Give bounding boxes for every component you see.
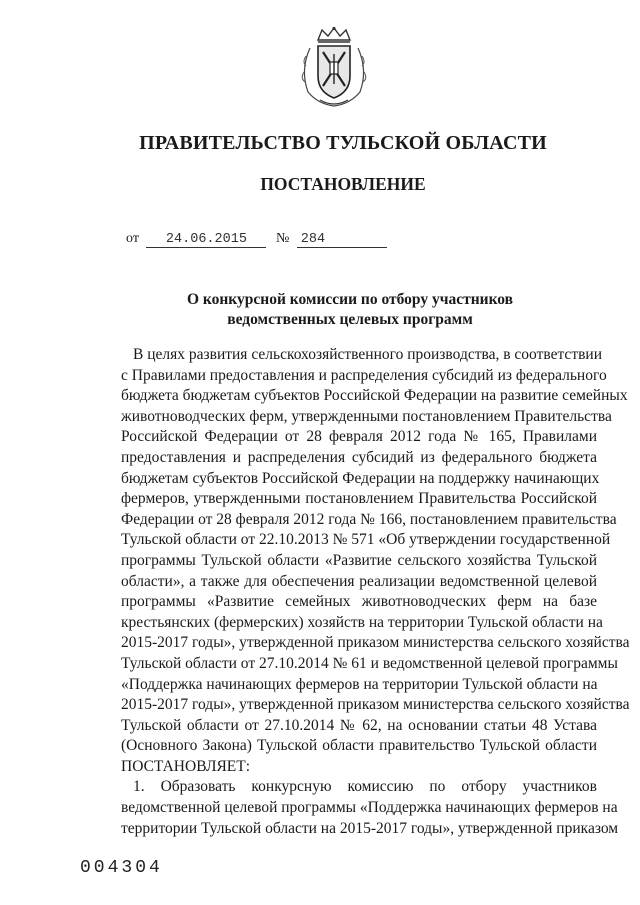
body-line: фермеров, утвержденными постановлением Правительства Российской	[121, 490, 597, 508]
body-line: программы Тульской области «Развитие сельского хозяйства Тульской	[121, 551, 597, 569]
document-body	[121, 345, 630, 839]
subject-line: ведомственных целевых программ	[227, 311, 473, 328]
document-serial-number: 004304	[80, 858, 163, 878]
body-line: с Правилами предоставления и распределения субсидий из федерального	[121, 366, 607, 384]
body-line: программы «Развитие семейных животноводческих ферм на базе	[121, 593, 597, 611]
body-line: предоставления и распределения субсидий из федерального бюджета	[121, 448, 597, 466]
body-line: территории Тульской области на 2015-2017 годы», утвержденной приказом	[121, 819, 619, 837]
number-label: №	[275, 231, 290, 246]
body-line: 2015-2017 годы», утвержденной приказом министерства сельского хозяйства	[121, 634, 630, 652]
body-line: области», а также для обеспечения реализации ведомственной целевой	[121, 572, 597, 590]
document-number: 284	[297, 232, 387, 248]
body-line: Тульской области от 27.10.2014 № 61 и ведомственной целевой программы	[121, 654, 618, 672]
body-line: крестьянских (фермерских) хозяйств на территории Тульской области на	[121, 613, 603, 631]
document-type: ПОСТАНОВЛЕНИЕ	[260, 174, 426, 194]
coat-of-arms-icon	[296, 26, 372, 108]
date-label: от	[126, 231, 139, 246]
body-line: бюджетам субъектов Российской Федерации на поддержку начинающих	[121, 469, 600, 487]
body-line: 2015-2017 годы», утвержденной приказом министерства сельского хозяйства	[121, 696, 630, 714]
body-line: бюджета бюджетам субъектов Российской Федерации на развитие семейных	[121, 387, 628, 405]
body-line: Федерации от 28 февраля 2012 года № 166, постановлением правительства	[121, 510, 617, 528]
body-line: В целях развития сельскохозяйственного производства, в соответствии	[133, 346, 602, 363]
document-meta	[126, 231, 387, 248]
body-line: ведомственной целевой программы «Поддержка начинающих фермеров на	[121, 799, 618, 817]
body-line: животноводческих ферм, утвержденными постановлением Правительства	[121, 407, 612, 425]
body-line: Тульской области от 22.10.2013 № 571 «Об утверждении государственной	[121, 531, 611, 549]
body-line: 1. Образовать конкурсную комиссию по отбору участников	[133, 778, 597, 796]
subject-line: О конкурсной комиссии по отбору участников	[186, 291, 514, 308]
body-line: Российской Федерации от 28 февраля 2012 года № 165, Правилами	[121, 428, 597, 446]
document-subject	[150, 290, 550, 330]
body-line: ПОСТАНОВЛЯЕТ:	[121, 757, 251, 775]
document-date: 24.06.2015	[146, 232, 266, 248]
body-line: «Поддержка начинающих фермеров на территории Тульской области на	[121, 675, 598, 693]
body-line: Тульской области от 27.10.2014 № 62, на основании статьи 48 Устава	[121, 716, 597, 734]
government-title: ПРАВИТЕЛЬСТВО ТУЛЬСКОЙ ОБЛАСТИ	[139, 132, 547, 154]
body-line: (Основного Закона) Тульской области правительство Тульской области	[121, 737, 597, 755]
